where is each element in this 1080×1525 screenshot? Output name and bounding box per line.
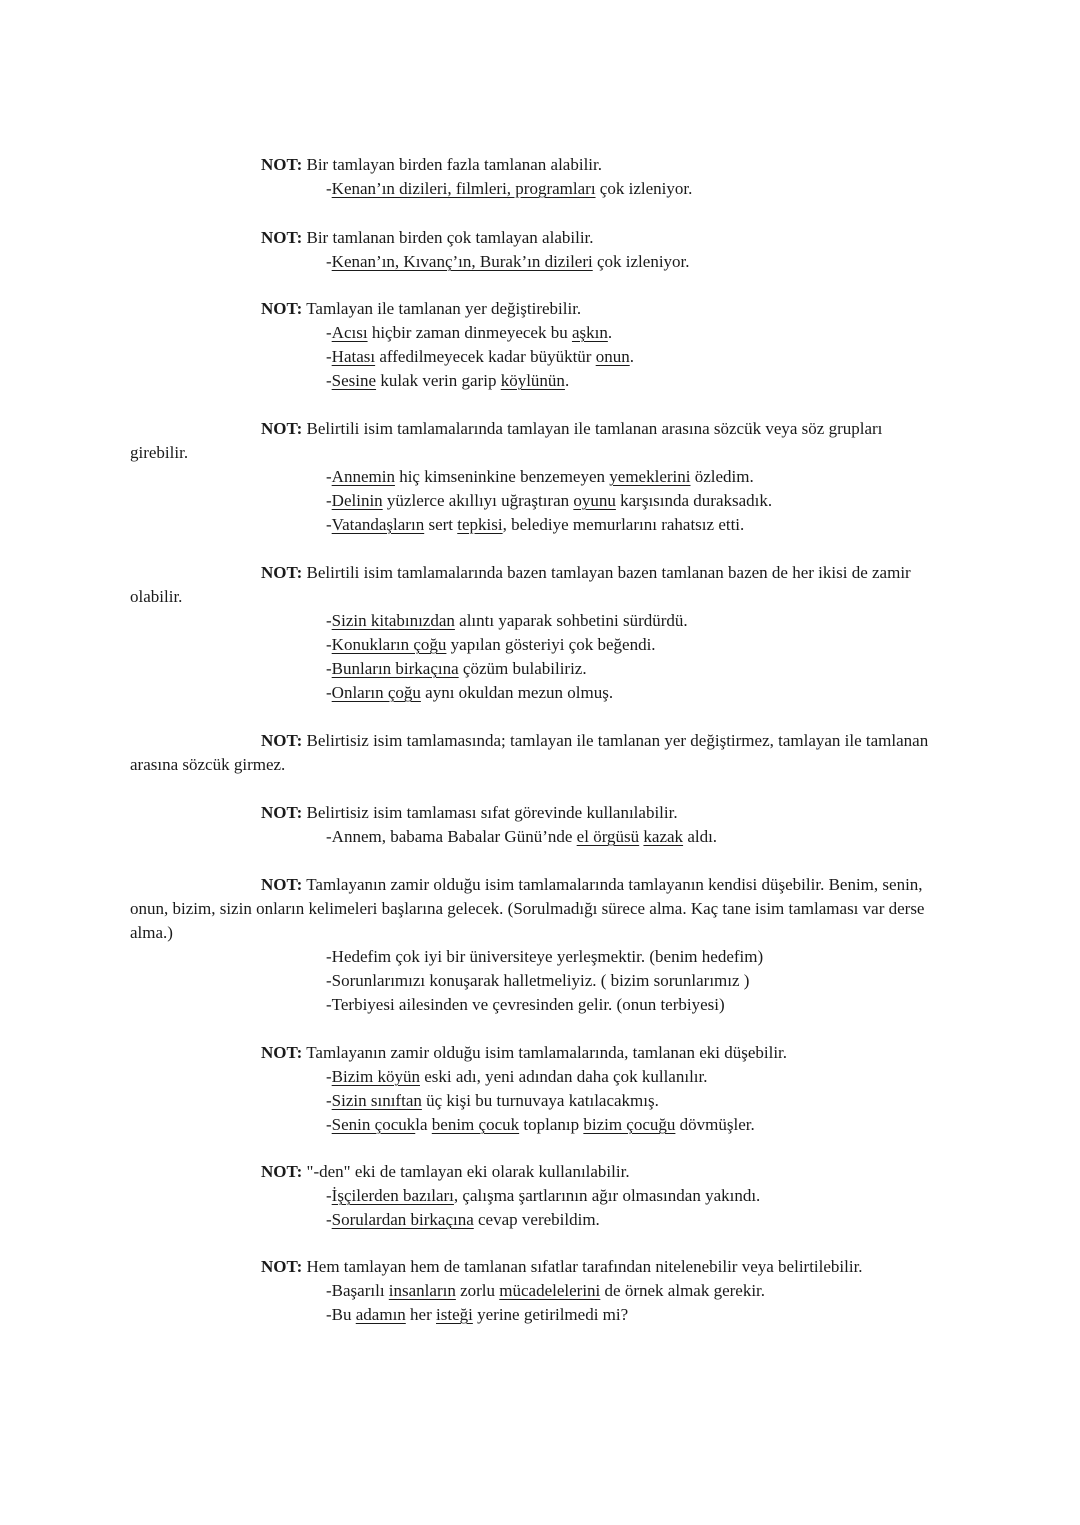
note-heading [130, 297, 930, 321]
note-text: Belirtili isim tamlamalarında bazen tamlayan bazen tamlanan bazen de her ikisi de zamir olabilir. [130, 563, 911, 606]
example-line: -Terbiyesi ailesinden ve çevresinden gelir. (onun terbiyesi) [326, 995, 725, 1014]
example-line: -Vatandaşların sert tepkisi, belediye memurlarını rahatsız etti. [326, 515, 745, 534]
example-line: -Annemin hiç kimseninkine benzemeyen yemeklerini özledim. [326, 467, 754, 486]
note-text: Tamlayanın zamir olduğu isim tamlamalarında, tamlanan eki düşebilir. [306, 1043, 788, 1062]
note-heading [130, 873, 930, 945]
note-label: NOT: [261, 563, 303, 582]
example-line: -Annem, babama Babalar Günü’nde el örgüsü kazak aldı. [326, 827, 718, 846]
example-line: -Kenan’ın, Kıvanç’ın, Burak’ın dizileri çok izleniyor. [326, 252, 690, 271]
example-line: -İşçilerden bazıları, çalışma şartlarının ağır olmasından yakındı. [326, 1186, 761, 1205]
note-heading [130, 1041, 930, 1065]
note-block [130, 417, 930, 537]
note-block [130, 873, 930, 1017]
example-line: -Hatası affedilmeyecek kadar büyüktür onun. [326, 347, 634, 366]
note-heading [130, 801, 930, 825]
note-heading [130, 153, 930, 177]
note-label: NOT: [261, 1162, 303, 1181]
note-text: Belirtili isim tamlamalarında tamlayan ile tamlanan arasına sözcük veya söz grupları girebilir. [130, 419, 883, 462]
example-line: -Acısı hiçbir zaman dinmeyecek bu aşkın. [326, 323, 613, 342]
example-line: -Bu adamın her isteği yerine getirilmedi mi? [326, 1305, 629, 1324]
note-label: NOT: [261, 1043, 303, 1062]
note-text: Belirtisiz isim tamlaması sıfat görevinde kullanılabilir. [306, 803, 678, 822]
note-block [130, 1255, 930, 1327]
example-line: -Kenan’ın dizileri, filmleri, programları çok izleniyor. [326, 179, 693, 198]
note-heading [130, 417, 930, 465]
note-block [130, 561, 930, 705]
note-block [130, 226, 930, 274]
note-text: Tamlayanın zamir olduğu isim tamlamalarında tamlayanın kendisi düşebilir. Benim, senin, onun, bizim, sizin onların kelimeleri başlarına gelecek. (Sorulmadığı sürece alma. Kaç tane isim tamlaması var derse alma.) [130, 875, 925, 942]
note-text: Bir tamlayan birden fazla tamlanan alabilir. [306, 155, 602, 174]
note-block [130, 1041, 930, 1137]
example-line: -Bizim köyün eski adı, yeni adından daha çok kullanılır. [326, 1067, 708, 1086]
note-text: "-den" eki de tamlayan eki olarak kullanılabilir. [306, 1162, 630, 1181]
note-text: Bir tamlanan birden çok tamlayan alabilir. [306, 228, 594, 247]
note-label: NOT: [261, 299, 303, 318]
note-block [130, 729, 930, 777]
example-line: -Onların çoğu aynı okuldan mezun olmuş. [326, 683, 614, 702]
example-line: -Senin çocukla benim çocuk toplanıp bizim çocuğu dövmüşler. [326, 1115, 755, 1134]
example-line: -Sizin kitabınızdan alıntı yaparak sohbetini sürdürdü. [326, 611, 688, 630]
example-line: -Konukların çoğu yapılan gösteriyi çok beğendi. [326, 635, 656, 654]
example-line: -Bunların birkaçına çözüm bulabiliriz. [326, 659, 587, 678]
note-block [130, 297, 930, 393]
note-text: Tamlayan ile tamlanan yer değiştirebilir. [306, 299, 582, 318]
note-heading [130, 561, 930, 609]
note-heading [130, 1255, 930, 1279]
example-line: -Hedefim çok iyi bir üniversiteye yerleşmektir. (benim hedefim) [326, 947, 764, 966]
note-label: NOT: [261, 155, 303, 174]
example-line: -Sorulardan birkaçına cevap verebildim. [326, 1210, 600, 1229]
note-label: NOT: [261, 803, 303, 822]
note-label: NOT: [261, 875, 303, 894]
note-block [130, 1160, 930, 1232]
note-heading [130, 729, 930, 777]
example-line: -Başarılı insanların zorlu mücadelelerini de örnek almak gerekir. [326, 1281, 766, 1300]
note-label: NOT: [261, 731, 303, 750]
example-line: -Delinin yüzlerce akıllıyı uğraştıran oyunu karşısında duraksadık. [326, 491, 773, 510]
note-label: NOT: [261, 228, 303, 247]
note-heading [130, 1160, 930, 1184]
note-block [130, 153, 930, 201]
example-line: -Sizin sınıftan üç kişi bu turnuvaya katılacakmış. [326, 1091, 659, 1110]
note-heading [130, 226, 930, 250]
note-label: NOT: [261, 419, 303, 438]
example-line: -Sorunlarımızı konuşarak halletmeliyiz. ( bizim sorunlarımız ) [326, 971, 750, 990]
note-text: Hem tamlayan hem de tamlanan sıfatlar tarafından nitelenebilir veya belirtilebilir. [306, 1257, 863, 1276]
note-label: NOT: [261, 1257, 303, 1276]
example-line: -Sesine kulak verin garip köylünün. [326, 371, 570, 390]
note-text: Belirtisiz isim tamlamasında; tamlayan ile tamlanan yer değiştirmez, tamlayan ile tamlanan arasına sözcük girmez. [130, 731, 929, 774]
note-block [130, 801, 930, 849]
